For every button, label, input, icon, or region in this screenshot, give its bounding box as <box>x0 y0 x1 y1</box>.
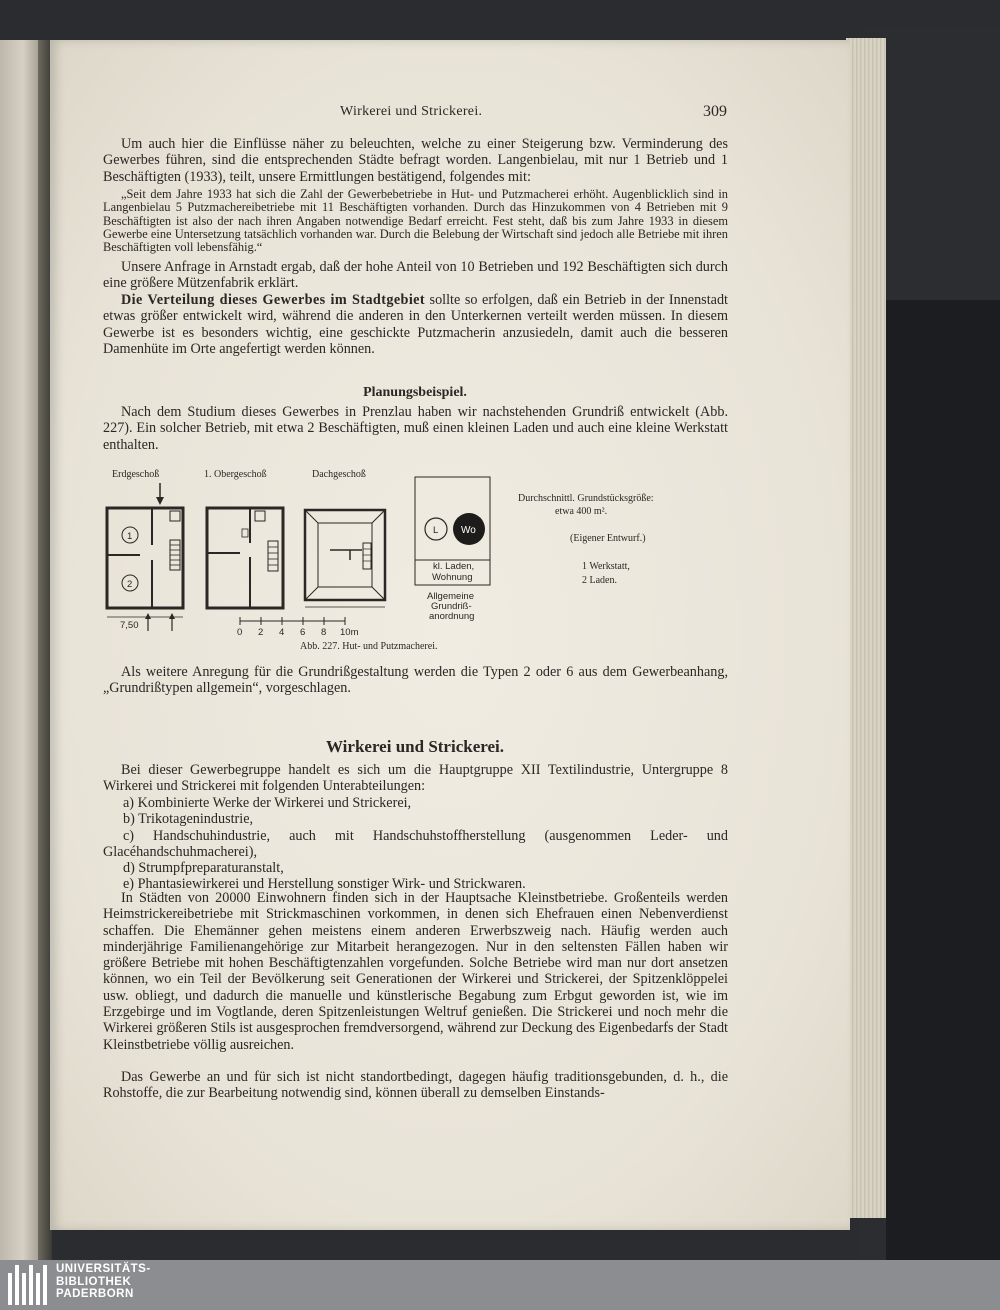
first-floor-plan <box>207 508 283 608</box>
page-stack-edge <box>846 38 886 1218</box>
scheme-diagram <box>415 477 490 622</box>
legend-shop: 2 Laden. <box>582 575 617 586</box>
logo-line-2: BIBLIOTHEK <box>56 1275 132 1288</box>
label-attic: Dachgeschoß <box>312 469 366 480</box>
after-figure-paragraph: Als weitere Anregung für die Grundrißgestaltung werden die Typen 2 oder 6 aus dem Gewerbeanhang, „Grundrißtypen allgemein“, vorgeschlagen. <box>103 664 728 697</box>
scale-10m: 10m <box>340 627 359 638</box>
scale-4: 4 <box>279 627 285 638</box>
logo-line-3: PADERBORN <box>56 1288 134 1300</box>
intro-paragraph-1: Um auch hier die Einflüsse näher zu beleuchten, welche zu einer Steigerung bzw. Verminderung des Gewerbes führen, sind die entsprechenden Städte befragt worden. Langenbielau, mit nur 1 Betrieb und 1 Beschäftigten (1933), teilt, unsere Ermittlungen bestätigend, folgendes mit: <box>103 136 728 185</box>
intro-quote: „Seit dem Jahre 1933 hat sich die Zahl der Gewerbebetriebe in Hut- und Putzmacherei erhöht. Augenblicklich sind in Langenbielau 5 Putzmachereibetriebe mit 11 Beschäftigten vorhanden. Durch das Hinzukommen von 4 Betrieben mit 9 Beschäftigten ist also der nach ihren Angaben notwendige Bedarf erreicht. Fest steht, daß bis zum Jahre 1933 in diesem Gewerbe eine Untersetzung tatsächlich vorhanden war. Durch die Belebung der Wirtschaft sind jedoch alle Betriebe mit ihren Beschäftigten voll lebensfähig.“ <box>103 187 728 255</box>
planning-paragraph: Nach dem Studium dieses Gewerbes in Prenzlau haben wir nachstehenden Grundriß entwickelt (Abb. 227). Ein solcher Betrieb, mit etwa 2 Beschäftigten, muß einen kleinen Laden und auch eine kleine Werkstatt enthalten. <box>103 404 728 453</box>
scheme-box-line-2: Wohnung <box>432 572 473 583</box>
scheme-wo-label: Wo <box>461 525 476 536</box>
logo-line-1: UNIVERSITÄTS- <box>56 1263 151 1275</box>
running-title: Wirkerei und Strickerei. <box>340 104 483 119</box>
subdivision-list <box>103 795 728 893</box>
attic-plan <box>305 510 385 607</box>
section-paragraph-2: In Städten von 20000 Einwohnern finden sich in der Hauptsache Kleinstbetriebe. Großenteils werden Heimstrickereibetriebe mit Strickmaschinen vorkommen, in denen sich Ehefrauen einen Nebenverdienst schaffen. Die Ehemänner gehen meistens einem anderen Erwerbszweig nach. Häufig werden auch minderjährige Familienangehörige zur Mitarbeit herangezogen. Nur in den seltensten Fällen haben wir größere Betriebe mit hohen Beschäftigtenzahlen vorgefunden. Solche Betriebe wird man nur dort ansetzen können, wo ein Teil der Bevölkerung seit Generationen der Wirkerei und Strickerei, der Spitzenklöppelei usw. obliegt, und dadurch die manuelle und künstlerische Begabung zum Erbgut geworden ist, wie im Erzgebirge und im Vogtlande, deren Spitzenleistungen Weltruf genießen. Die Strickerei und noch mehr die Wirkerei größeren Stils ist ausgesprochen fremdversorgend, während zur Deckung des Eigenbedarfs der Stadt Kleinstbetriebe völlig ausreichen. <box>103 890 728 1053</box>
note-plot-value: etwa 400 m². <box>555 506 608 517</box>
list-item: d) Strumpfpreparaturanstalt, <box>123 860 284 877</box>
library-logo-icon <box>8 1265 48 1305</box>
dimension-width: 7,50 <box>120 620 139 631</box>
scheme-caption-3: anordnung <box>429 611 475 622</box>
scale-0: 0 <box>237 627 243 638</box>
scale-8: 8 <box>321 627 327 638</box>
scheme-caption-2: Grundriß- <box>431 601 472 612</box>
note-own-design: (Eigener Entwurf.) <box>570 533 646 544</box>
floor-plan-figure <box>100 465 720 665</box>
note-plot-size: Durchschnittl. Grundstücksgröße: <box>518 493 654 504</box>
scale-bar <box>237 617 359 638</box>
section-heading: Wirkerei und Strickerei. <box>325 737 505 756</box>
list-item: c) Handschuhindustrie, auch mit Handschuhstoffherstellung (ausgenommen Leder- und Glacéhandschuhmacherei), <box>103 827 728 860</box>
ground-floor-plan <box>107 508 183 608</box>
section-paragraph-3: Das Gewerbe an und für sich ist nicht standortbedingt, dagegen häufig traditionsgebunden, d. h., die Rohstoffe, die zur Bearbeitung notwendig sind, können überall zu demselben Einstands- <box>103 1069 728 1102</box>
room-2-label: 2 <box>127 579 133 590</box>
cover-spine-strip <box>886 300 1000 1260</box>
room-1-label: 1 <box>127 531 133 542</box>
intro-paragraph-3 <box>103 292 728 357</box>
planning-heading: Planungsbeispiel. <box>363 385 467 400</box>
list-item: e) Phantasiewirkerei und Herstellung sonstiger Wirk- und Strickwaren. <box>123 876 526 893</box>
scale-2: 2 <box>258 627 264 638</box>
scheme-caption-1: Allgemeine <box>427 591 474 602</box>
bold-phrase: Die Verteilung dieses Gewerbes im Stadtgebiet <box>121 292 425 308</box>
page-number: 309 <box>703 103 727 120</box>
scheme-box-line-1: kl. Laden, <box>433 561 475 572</box>
figure-caption: Abb. 227. Hut- und Putzmacherei. <box>300 641 438 652</box>
scheme-l-label: L <box>433 525 439 536</box>
paragraph-3-rest: sollte so erfolgen, daß ein Betrieb in der Innenstadt etwas größer entwickelt wird, während die anderen in den Unterkernen verteilt werden müssen. In diesem Gewerbe ist es besonders wichtig, eine geschickte Putzmacherin anzusiedeln, damit auch die besseren Damenhüte im Orte angefertigt werden können. <box>103 292 728 357</box>
list-item: b) Trikotagenindustrie, <box>123 811 254 828</box>
library-logo-text <box>56 1263 151 1301</box>
left-page-edge <box>0 40 38 1260</box>
list-item: a) Kombinierte Werke der Wirkerei und Strickerei, <box>123 795 412 811</box>
intro-paragraph-2: Unsere Anfrage in Arnstadt ergab, daß der hohe Anteil von 10 Betrieben und 192 Beschäftigten sich durch eine größere Mützenfabrik erklärt. <box>103 259 728 292</box>
legend-workshop: 1 Werkstatt, <box>582 561 630 572</box>
label-first-floor: 1. Obergeschoß <box>204 469 267 480</box>
section-paragraph-1: Bei dieser Gewerbegruppe handelt es sich um die Hauptgruppe XII Textilindustrie, Untergruppe 8 Wirkerei und Strickerei mit folgenden Unterabteilungen: <box>103 762 728 795</box>
label-ground-floor: Erdgeschoß <box>112 469 160 480</box>
scale-6: 6 <box>300 627 306 638</box>
